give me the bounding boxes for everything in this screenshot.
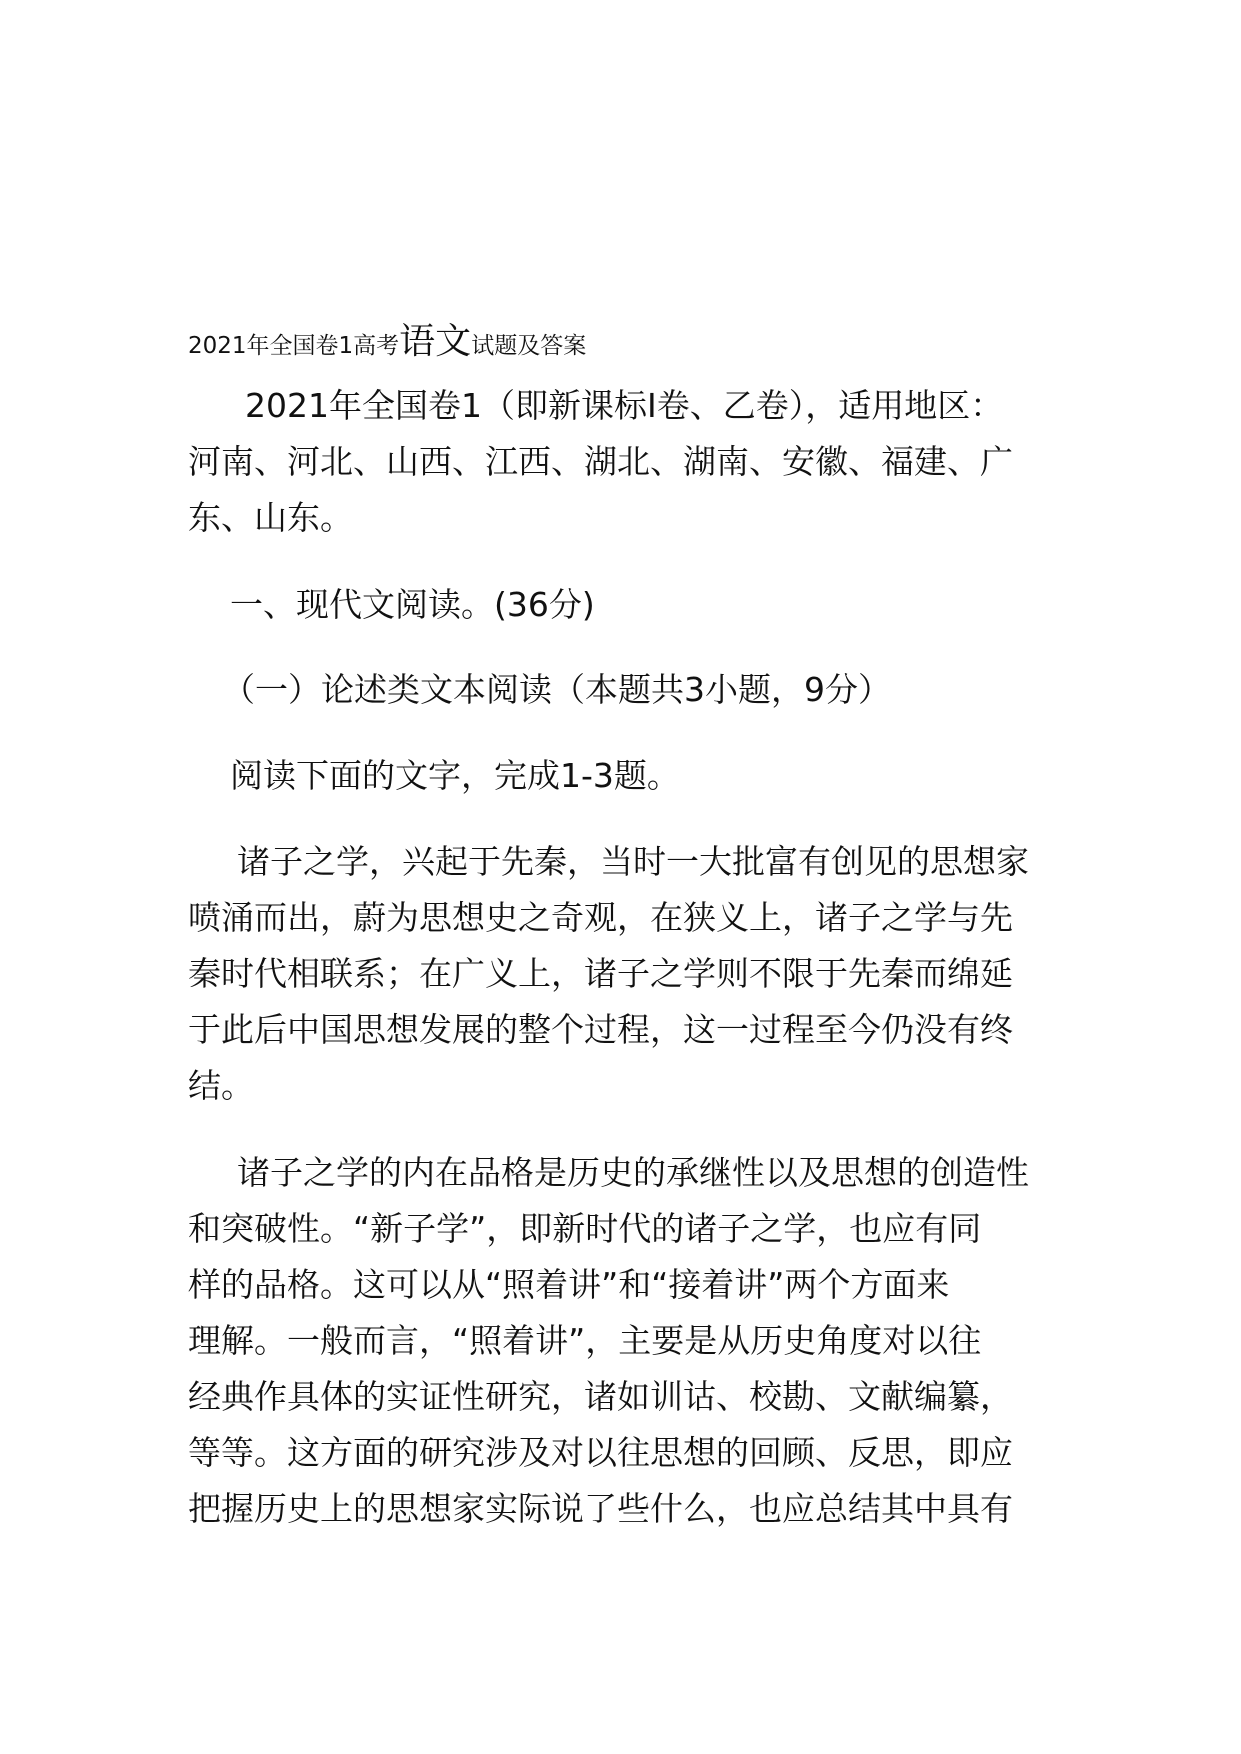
paragraph-line: 把握历史上的思想家实际说了些什么，也应总结其中具有 (188, 1489, 1013, 1528)
paragraph-line: 经典作具体的实证性研究，诸如训诂、校勘、文献编纂， (188, 1377, 1013, 1416)
intro-line: 河南、河北、山西、江西、湖北、湖南、安徽、福建、广 (188, 442, 1013, 481)
title-prefix: 2021年全国卷1高考 (188, 333, 400, 359)
paragraph-line: 结。 (188, 1066, 254, 1105)
paragraph-line: 样的品格。这可以从“照着讲”和“接着讲”两个方面来 (188, 1265, 950, 1304)
paragraph-line: 秦时代相联系；在广义上，诸子之学则不限于先秦而绵延 (188, 954, 1013, 993)
title-suffix: 试题及答案 (471, 333, 587, 359)
intro-line: 2021年全国卷1（即新课标I卷、乙卷），适用地区： (245, 386, 1004, 425)
paragraph-line: 于此后中国思想发展的整个过程，这一过程至今仍没有终 (188, 1010, 1013, 1049)
paragraph-line: 喷涌而出，蔚为思想史之奇观，在狭义上，诸子之学与先 (188, 898, 1013, 937)
paragraph-line: 等等。这方面的研究涉及对以往思想的回顾、反思，即应 (188, 1433, 1013, 1472)
paragraph-line: 诸子之学的内在品格是历史的承继性以及思想的创造性 (237, 1153, 1029, 1192)
paragraph-line: 理解。一般而言，“照着讲”，主要是从历史角度对以往 (188, 1321, 982, 1360)
title-emphasis: 语文 (399, 321, 472, 362)
document-title (188, 318, 586, 370)
intro-line: 东、山东。 (188, 498, 353, 537)
section-heading: 一、现代文阅读。(36分) (230, 585, 595, 624)
paragraph-line: 诸子之学，兴起于先秦，当时一大批富有创见的思想家 (237, 842, 1029, 881)
reading-instruction: 阅读下面的文字，完成1-3题。 (230, 756, 680, 795)
subsection-heading: （一）论述类文本阅读（本题共3小题，9分） (222, 670, 891, 709)
paragraph-line: 和突破性。“新子学”，即新时代的诸子之学，也应有同 (188, 1209, 982, 1248)
